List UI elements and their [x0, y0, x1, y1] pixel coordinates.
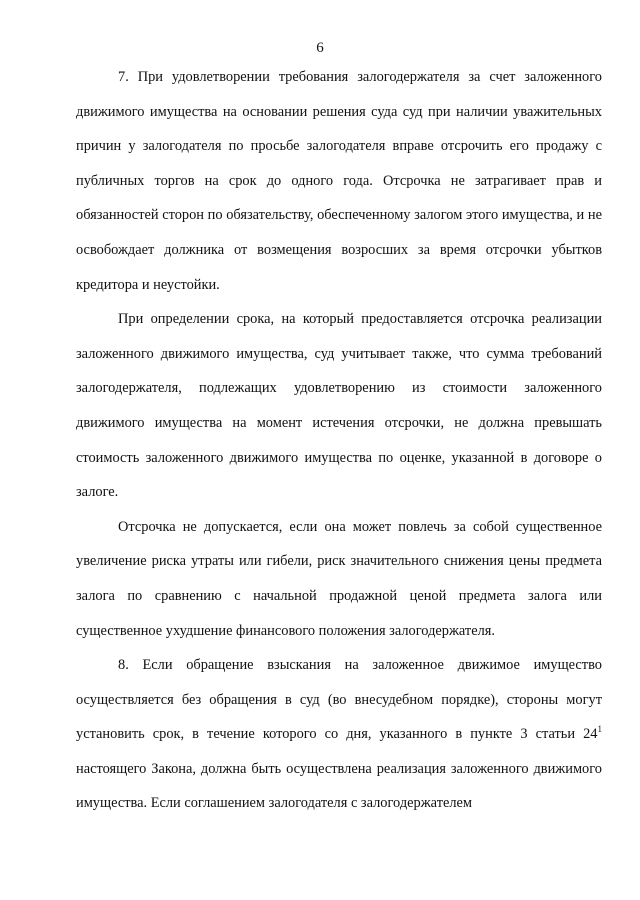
paragraph-term-determination: При определении срока, на который предоставляется отсрочка реализации заложенного движимого имущества, суд учитывает также, что сумма требований залогодержателя, подлежащих удовлетворению из стоимости заложенного движимого имущества на момент истечения отсрочки, не должна превышать стоимость заложенного движимого имущества по оценке, указанной в договоре о залоге.: [76, 311, 602, 501]
paragraph-8-text-end: настоящего Закона, должна быть осуществлена реализация заложенного движимого имущества. Если соглашением залогодателя с залогодержателем: [76, 760, 602, 812]
paragraph-deferral-not-allowed: Отсрочка не допускается, если она может повлечь за собой существенное увеличение риска утраты или гибели, риск значительного снижения цены предмета залога по сравнению с начальной продажной ценой предмета залога или существенное ухудшение финансового положения залогодержателя.: [76, 518, 602, 639]
document-body: [76, 60, 602, 821]
paragraph-7: 7. При удовлетворении требования залогодержателя за счет заложенного движимого имущества на основании решения суда суд при наличии уважительных причин у залогодателя по просьбе залогодателя вправе отсрочить его продажу с публичных торгов на срок до одного года. Отсрочка не затрагивает прав и обязанностей сторон по обязательству, обеспеченному залогом этого имущества, и не освобождает должника от возмещения возросших за время отсрочки убытков кредитора и неустойки.: [76, 69, 602, 293]
article-superscript: 1: [597, 724, 602, 735]
paragraph-8-text-start: 8. Если обращение взыскания на заложенное движимое имущество осуществляется без обращения в суд (во внесудебном порядке), стороны могут установить срок, в течение которого со дня, указанного в пункте 3 статьи 24: [76, 657, 602, 743]
paragraph-8: [76, 648, 602, 821]
page-number: 6: [316, 40, 324, 56]
